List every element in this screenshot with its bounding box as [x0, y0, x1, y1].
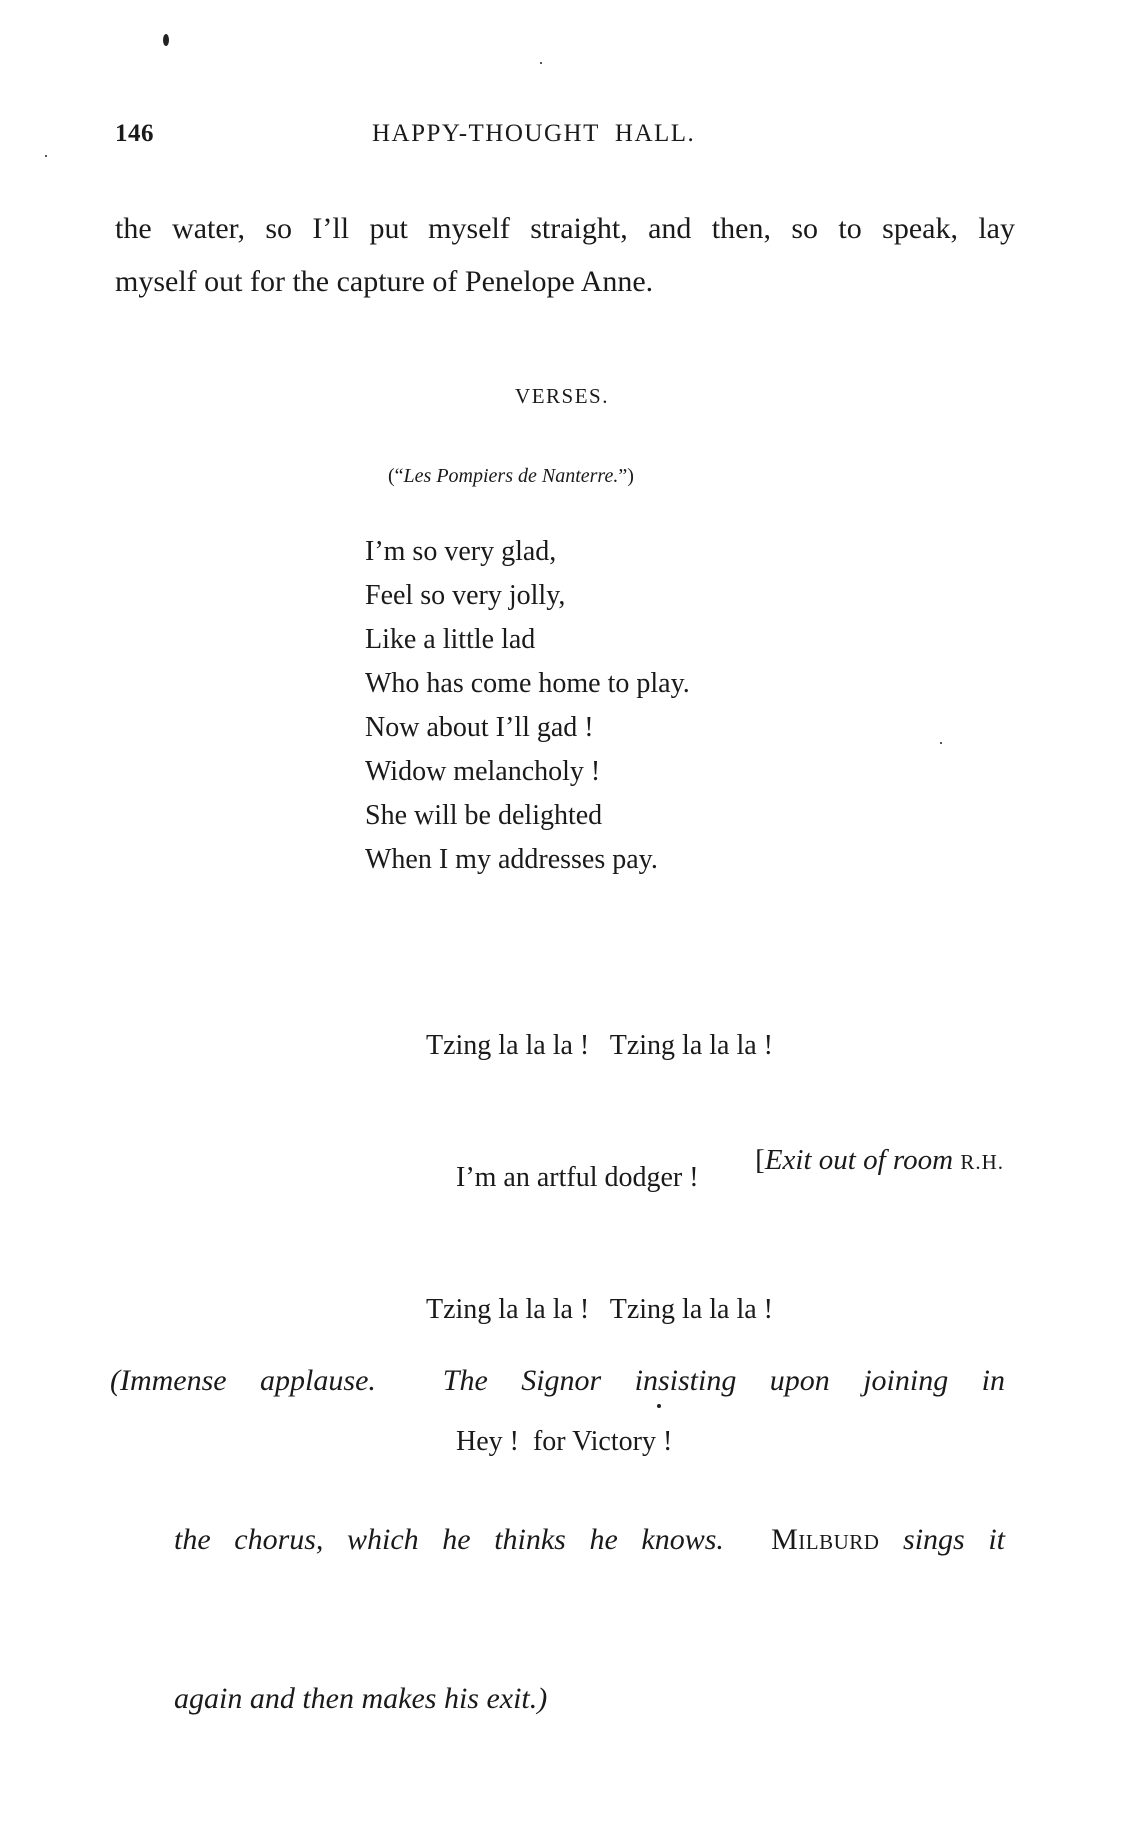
stage-direction	[110, 1248, 1005, 1831]
verse-line: Like a little lad	[365, 624, 536, 655]
stage-direction-line: (Immense applause. The Signor insisting upon joining in	[110, 1364, 1005, 1397]
prose-line: myself out for the capture of Penelope Anne.	[115, 265, 654, 298]
source-open-quote: (“	[388, 465, 404, 487]
chorus-line: I’m an artful dodger !	[456, 1162, 699, 1193]
running-title: HAPPY-THOUGHT HALL.	[372, 120, 696, 147]
stage-direction-line	[110, 1513, 1005, 1566]
character-name: Milburd	[771, 1523, 880, 1556]
verse-stanza	[365, 530, 690, 882]
source-title: Les Pompiers de Nanterre.	[403, 465, 619, 487]
exit-side: R.H.	[960, 1150, 1004, 1174]
verse-line: Feel so very jolly,	[365, 580, 566, 611]
scan-speck	[657, 1404, 661, 1408]
chorus-line: Hey ! for Victory !	[456, 1426, 673, 1457]
prose-line: the water, so I’ll put myself straight, and then, so to speak, lay	[115, 212, 1015, 245]
exit-bracket: [	[755, 1144, 765, 1176]
scan-speck	[45, 155, 47, 157]
verse-line: I’m so very glad,	[365, 536, 557, 567]
source-close-quote: ”)	[618, 465, 634, 487]
chorus-line: Tzing la la la ! Tzing la la la !	[426, 1294, 774, 1325]
verse-line: Who has come home to play.	[365, 668, 690, 699]
prose-paragraph	[115, 202, 1015, 308]
scan-speck	[540, 62, 542, 64]
stage-direction-line: again and then makes his exit.)	[174, 1682, 548, 1715]
stage-text: sings it	[879, 1523, 1005, 1556]
stage-text: the chorus, which he thinks he knows.	[174, 1523, 772, 1556]
chorus-line: Tzing la la la ! Tzing la la la !	[426, 1030, 774, 1061]
page-number: 146	[115, 120, 154, 147]
scan-speck	[940, 742, 942, 744]
exit-direction	[755, 1144, 1004, 1177]
verse-line: When I my addresses pay.	[365, 844, 658, 875]
verse-line: She will be delighted	[365, 800, 603, 831]
exit-text: Exit out of room	[764, 1144, 954, 1176]
scan-speck	[163, 34, 169, 46]
verse-line: Widow melancholy !	[365, 756, 601, 787]
verse-line: Now about I’ll gad !	[365, 712, 594, 743]
verses-heading: VERSES.	[515, 384, 609, 408]
verses-source	[388, 465, 634, 488]
